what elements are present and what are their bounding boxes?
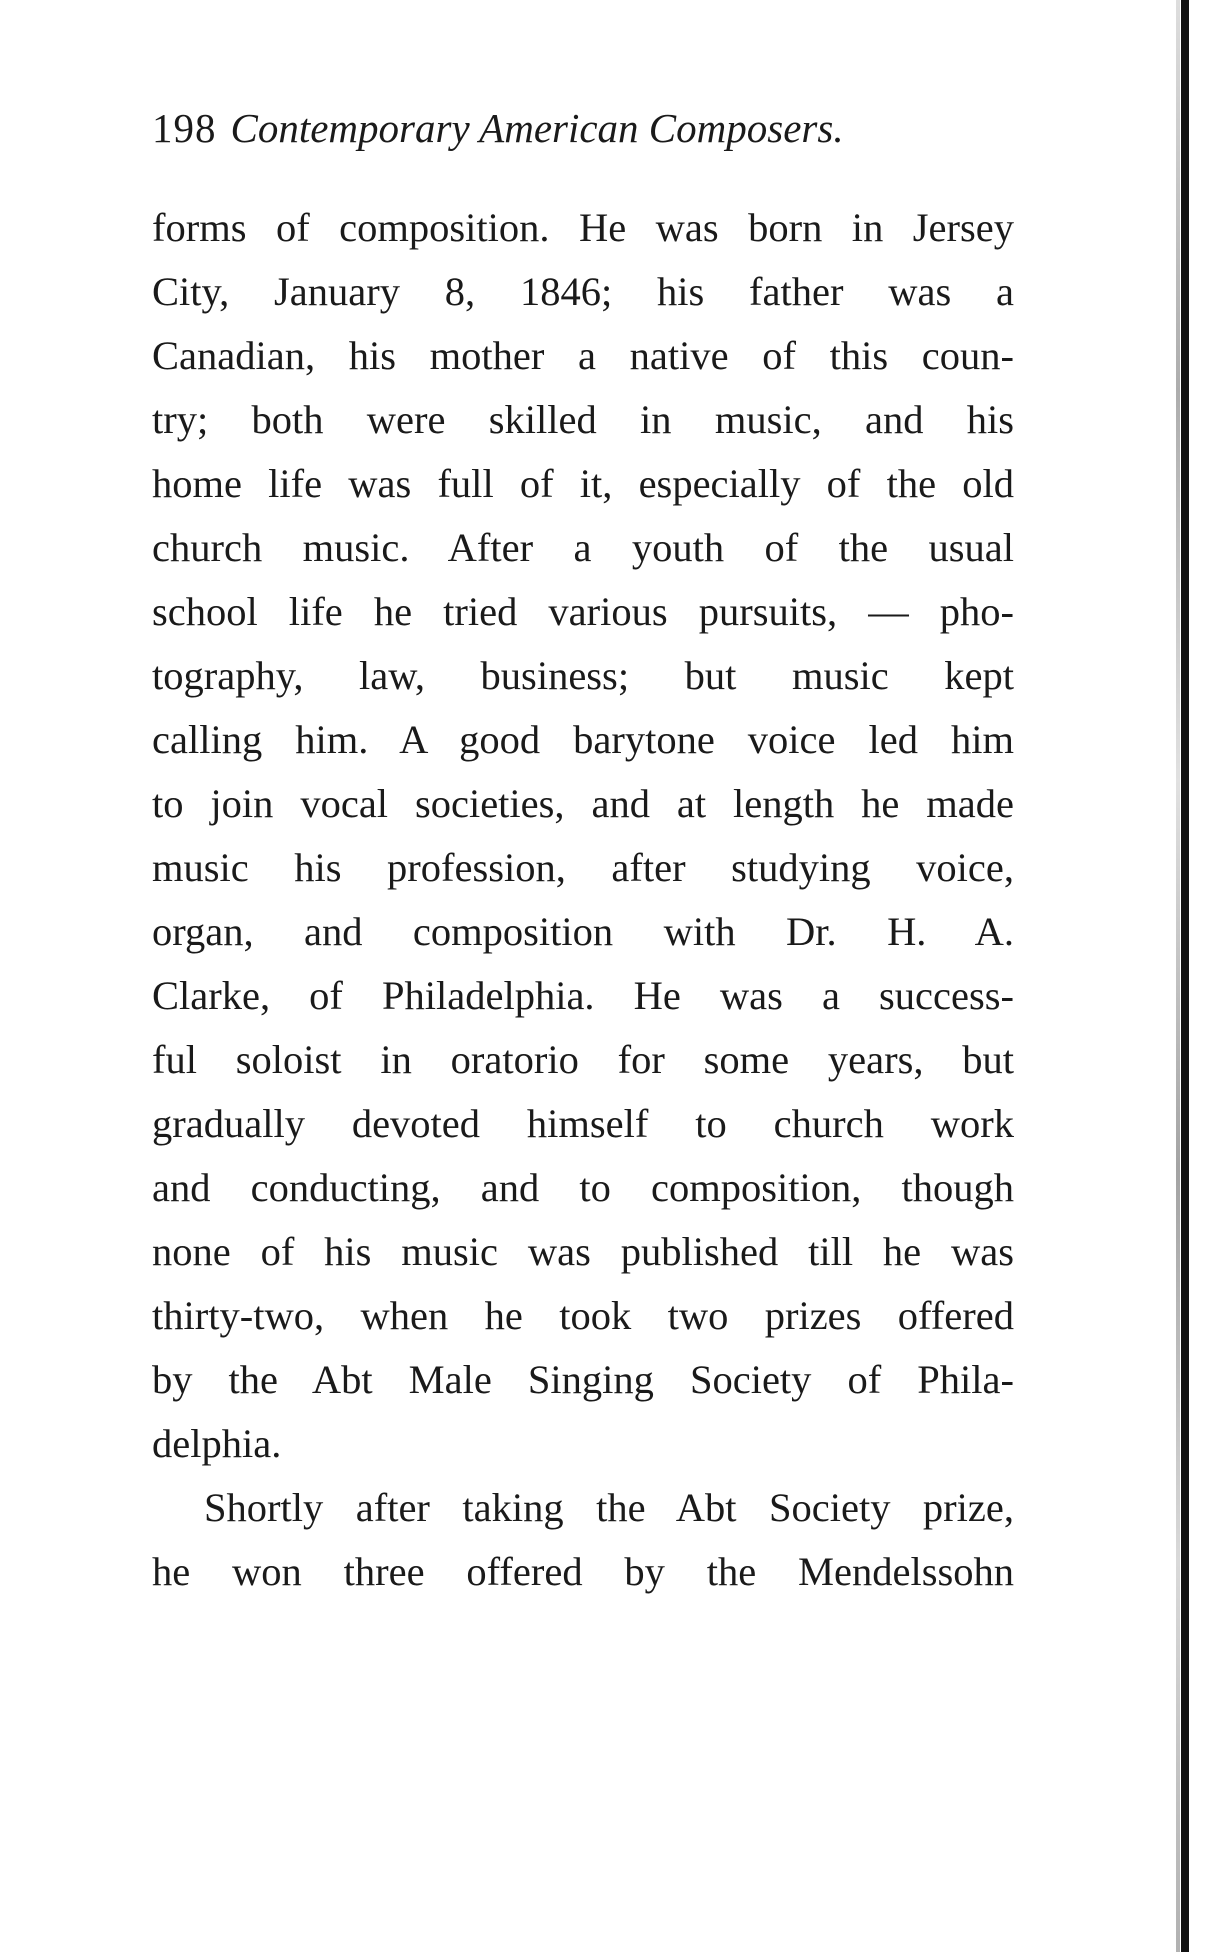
- text-line: Shortly after taking the Abt Society prize,: [204, 1485, 1014, 1530]
- text-line: tography, law, business; but music kept: [152, 653, 1014, 698]
- text-line: school life he tried various pursuits, — pho-: [152, 589, 1014, 634]
- text-line: to join vocal societies, and at length he made: [152, 781, 1014, 826]
- text-line: calling him. A good barytone voice led him: [152, 717, 1014, 762]
- text-line: organ, and composition with Dr. H. A.: [152, 909, 1014, 954]
- text-line: ful soloist in oratorio for some years, but: [152, 1037, 1014, 1082]
- text-line: music his profession, after studying voice,: [152, 845, 1014, 890]
- text-line: he won three offered by the Mendelssohn: [152, 1549, 1014, 1594]
- scan-edge-shadow: [1176, 0, 1180, 1952]
- text-line: forms of composition. He was born in Jersey: [152, 205, 1014, 250]
- running-head: [152, 100, 844, 156]
- text-line: Clarke, of Philadelphia. He was a success-: [152, 973, 1014, 1018]
- text-line: delphia.: [152, 1421, 282, 1466]
- running-title: Contemporary American Composers.: [230, 105, 844, 151]
- text-line: none of his music was published till he was: [152, 1229, 1014, 1274]
- scan-edge-bar: [1181, 0, 1189, 1952]
- text-line: by the Abt Male Singing Society of Phila-: [152, 1357, 1014, 1402]
- page-number: 198: [152, 105, 217, 151]
- text-line: thirty-two, when he took two prizes offered: [152, 1293, 1014, 1338]
- text-line: home life was full of it, especially of the old: [152, 461, 1014, 506]
- text-line: Canadian, his mother a native of this coun-: [152, 333, 1014, 378]
- body-text: [152, 196, 1014, 1604]
- text-line: and conducting, and to composition, though: [152, 1165, 1014, 1210]
- text-line: try; both were skilled in music, and his: [152, 397, 1014, 442]
- text-line: City, January 8, 1846; his father was a: [152, 269, 1014, 314]
- text-line: church music. After a youth of the usual: [152, 525, 1014, 570]
- text-line: gradually devoted himself to church work: [152, 1101, 1014, 1146]
